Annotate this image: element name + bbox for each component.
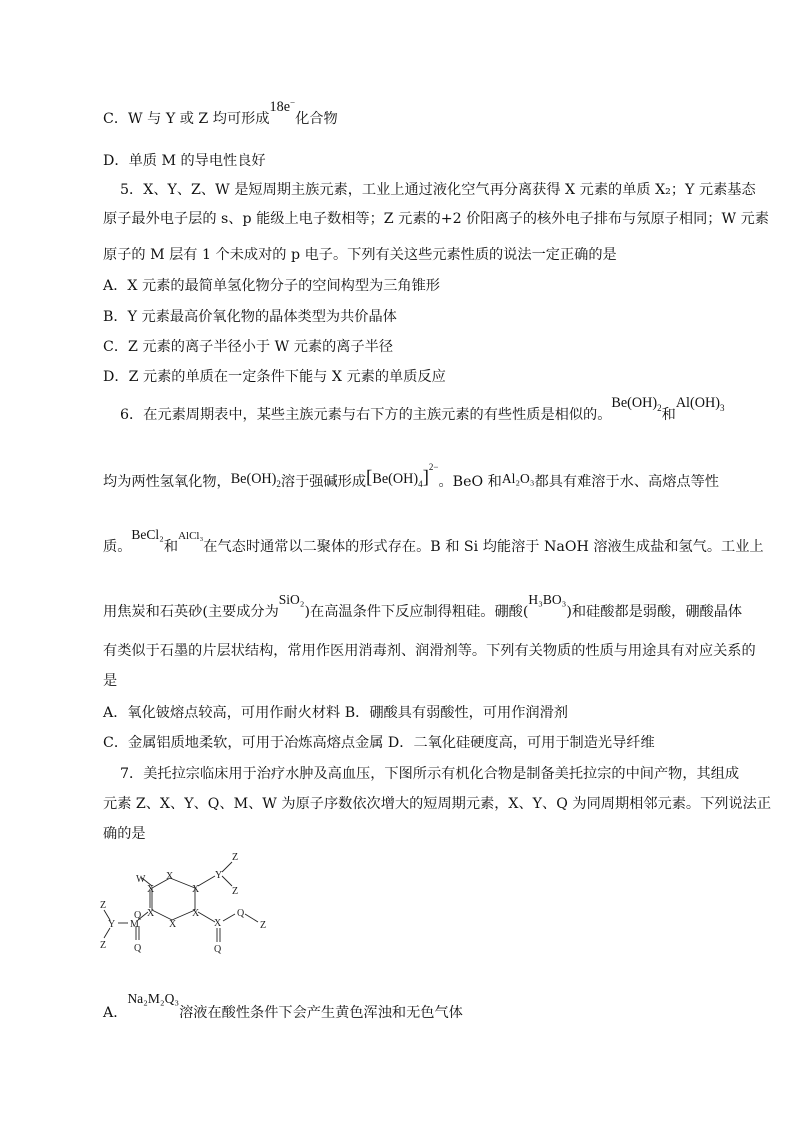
q5-option-a: A．X 元素的最简单氢化物分子的空间构型为三角锥形 — [103, 278, 440, 294]
atom-q: Q — [237, 908, 245, 919]
bond — [222, 876, 232, 886]
q5-stem-line2: 原子最外电子层的 s、p 能级上电子数相等；Z 元素的+2 价阳离子的核外电子排布与氖原子相同；W 元素 — [103, 211, 769, 227]
atom-z: Z — [232, 852, 239, 863]
q6-stem-line4 — [103, 592, 743, 621]
q6-complex-body: $Be(OH)_4$ — [372, 471, 423, 489]
atom-x: X — [214, 918, 222, 929]
atom-q: Q — [214, 944, 222, 955]
atom-z: Z — [100, 940, 107, 951]
bond — [198, 876, 215, 886]
atom-y: Y — [108, 919, 116, 930]
q4-option-c-ion: 18e− — [269, 97, 296, 115]
q6-formula-aloh3: $Al(OH)_3$ — [675, 395, 725, 413]
atom-m: M — [130, 919, 139, 930]
q4-option-c-pre: C．W 与 Y 或 Z 均可形成 — [103, 111, 270, 127]
q6-options-ab: A．氧化铍熔点较高，可用作耐火材料 B．硼酸具有弱酸性，可用作润滑剂 — [103, 705, 568, 721]
q6-line3-text-a: 质。 — [103, 539, 132, 555]
atom-z: Z — [232, 886, 239, 897]
q6-stem-line2 — [103, 462, 719, 492]
q6-line1-and: 和 — [661, 407, 676, 423]
q7-stem-line1: 7．美托拉宗临床用于治疗水肿及高血压，下图所示有机化合物是制备美托拉宗的中间产物，其组成 — [120, 766, 740, 782]
q7-option-a-text: 溶液在酸性条件下会产生黄色浑浊和无色气体 — [179, 1005, 463, 1021]
q6-line2-text-c: 。BeO 和 — [438, 474, 502, 490]
q7-option-a-label: A． — [103, 1005, 128, 1021]
q6-line2-text-d: 都具有难溶于水、高熔点等性 — [534, 474, 719, 490]
q6-formula-sio2: SiO₂ — [278, 592, 305, 607]
q6-formula-becl2: BeCl₂ — [131, 527, 164, 542]
atom-q: Q — [134, 943, 142, 954]
atom-x: X — [147, 884, 155, 895]
atom-x: X — [147, 908, 155, 919]
q7-stem-line2: 元素 Z、X、Y、Q、M、W 为原子序数依次增大的短周期元素，X、Y、Q 为同周期相邻元素。下列说法正 — [103, 796, 772, 812]
structure-diagram — [90, 848, 290, 958]
q4-option-c — [103, 97, 338, 128]
atom-z: Z — [260, 920, 267, 931]
q6-complex-close: ] — [422, 467, 429, 488]
q6-line2-text-b: 溶于强碱形成 — [280, 474, 367, 490]
q6-options-cd: C．金属铝质地柔软，可用于冶炼高熔点金属 D．二氧化硅硬度高，可用于制造光导纤维 — [103, 735, 655, 751]
q5-stem-line1: 5．X、Y、Z、W 是短周期主族元素，工业上通过液化空气再分离获得 X 元素的单质 X₂；Y 元素基态 — [120, 182, 756, 198]
q5-stem-line3: 原子的 M 层有 1 个未成对的 p 电子。下列有关这些元素性质的说法一定正确的是 — [103, 247, 617, 263]
q7-stem-line3: 确的是 — [103, 826, 146, 842]
q6-formula-al2o3: Al₂O₃ — [501, 471, 535, 486]
q6-line3-text-b: 在气态时通常以二聚体的形式存在。B 和 Si 均能溶于 NaOH 溶液生成盐和氢气。工业上 — [203, 539, 764, 555]
bond — [222, 862, 232, 872]
q6-line1-text: 6．在元素周期表中，某些主族元素与右下方的主族元素的有些性质是相似的。 — [120, 407, 612, 423]
q6-complex-charge: 2− — [428, 462, 439, 473]
bond — [198, 912, 215, 922]
q6-line4-text-b: )在高温条件下反应制得粗硅。硼酸( — [304, 604, 529, 620]
q6-formula-h3bo3: H₃BO₃ — [528, 592, 567, 607]
atom-x: X — [192, 908, 200, 919]
q6-stem-line1 — [120, 395, 725, 424]
q6-line2-text-a: 均为两性氢氧化物， — [103, 474, 231, 490]
q5-option-b: B．Y 元素最高价氧化物的晶体类型为共价晶体 — [103, 309, 397, 325]
bond — [223, 914, 235, 921]
atom-z: Z — [100, 900, 107, 911]
bond — [245, 914, 258, 922]
q6-formula-beoh2: $Be(OH)_2$ — [611, 395, 662, 413]
atom-y: Y — [215, 870, 223, 881]
q6-formula-beoh2-b: $Be(OH)_2$ — [230, 471, 281, 489]
q5-option-c: C．Z 元素的离子半径小于 W 元素的离子半径 — [103, 339, 394, 355]
q7-option-a — [103, 991, 463, 1022]
atom-q: Q — [134, 910, 142, 921]
q6-stem-line6: 是 — [103, 673, 118, 689]
q7-formula-na2m2q3: Na₂M₂Q₃ — [127, 991, 180, 1006]
q6-line4-text-c: )和硅酸都是弱酸，硼酸晶体 — [566, 604, 743, 620]
atom-w: W — [136, 874, 146, 885]
atom-x: X — [192, 884, 200, 895]
q4-option-c-post: 化合物 — [295, 111, 338, 127]
atom-x: X — [166, 871, 174, 882]
q6-line3-and: 和 — [163, 539, 179, 555]
q6-stem-line5: 有类似于石墨的片层状结构，常用作医用消毒剂、润滑剂等。下列有关物质的性质与用途具有对应关系的 — [103, 643, 756, 659]
q5-option-d: D．Z 元素的单质在一定条件下能与 X 元素的单质反应 — [103, 369, 446, 385]
q4-option-d: D．单质 M 的导电性良好 — [103, 153, 266, 169]
q6-formula-complex: [ — [366, 467, 373, 488]
q6-stem-line3 — [103, 527, 764, 556]
q6-line4-text-a: 用焦炭和石英砂(主要成分为 — [103, 604, 279, 620]
atom-x: X — [169, 919, 177, 930]
q6-formula-alcl3: AlCl₃ — [178, 530, 204, 542]
